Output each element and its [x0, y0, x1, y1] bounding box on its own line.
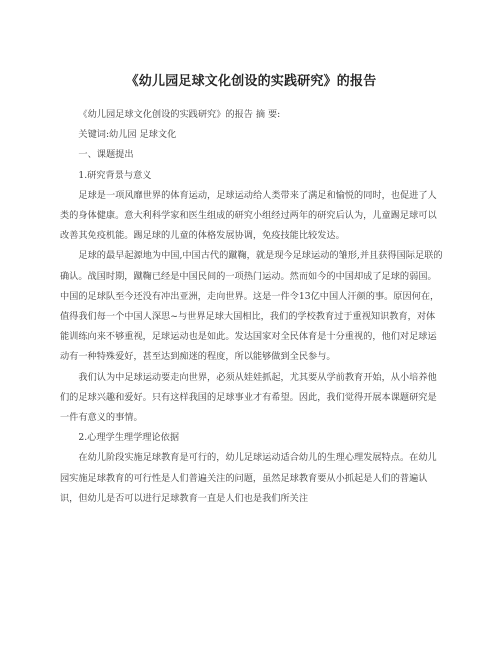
subsection-heading: 1.研究背景与意义	[78, 169, 152, 181]
body-paragraph: 我们认为中足球运动要走向世界，必须从娃娃抓起，尤其要从学前教育开始，从小培养他们的足球兴趣和爱好。只有这样我国的足球事业才有希望。因此，我们觉得开展本课题研究是一件有意义的事情。	[60, 371, 437, 424]
document-body	[60, 105, 444, 509]
section-heading: 一、课题提出	[78, 149, 134, 161]
body-paragraph: 足球是一项风靡世界的体育运动，足球运动给人类带来了满足和愉悦的同时，也促进了人类的身体健康。意大利科学家和医生组成的研究小组经过两年的研究后认为，儿童踢足球可以改善其免疫机能。踢足球的儿童的体格发展协调，免疫技能比较发达。	[60, 189, 437, 242]
body-paragraph: 足球的最早起源地为中国,中国古代的蹴鞠，就是现今足球运动的雏形,并且获得国际足联的确认。战国时期，蹴鞠已经是中国民间的一项热门运动。然而如今的中国却成了足球的弱国。中国的足球队至今还没有冲出亚洲，走向世界。这是一件令13亿中国人汗颜的事。原因何在，值得我们每一个中国人深思~与世界足球大国相比，我们的学校教育过于重视知识教育，对体能训练向来不够重视，足球运动也是如此。发达国家对全民体育是十分重视的，他们对足球运动有一种特殊爱好，甚至达到痴迷的程度，所以能够做到全民参与。	[60, 250, 443, 363]
abstract-line: 《幼儿园足球文化创设的实践研究》的报告 摘 要:	[78, 109, 281, 120]
keywords-line: 关键词:幼儿园 足球文化	[78, 129, 177, 141]
body-paragraph: 在幼儿阶段实施足球教育是可行的，幼儿足球运动适合幼儿的生理心理发展特点。在幼儿园实施足球教育的可行性是人们普遍关注的问题，虽然足球教育要从小抓起是人们的普遍认识，但幼儿是否可以进行足球教育一直是人们也是我们所关注	[60, 452, 437, 504]
subsection-heading: 2.心理学生理学理论依据	[78, 432, 180, 444]
document-title: 《幼儿园足球文化创设的实践研究》的报告	[125, 74, 377, 89]
